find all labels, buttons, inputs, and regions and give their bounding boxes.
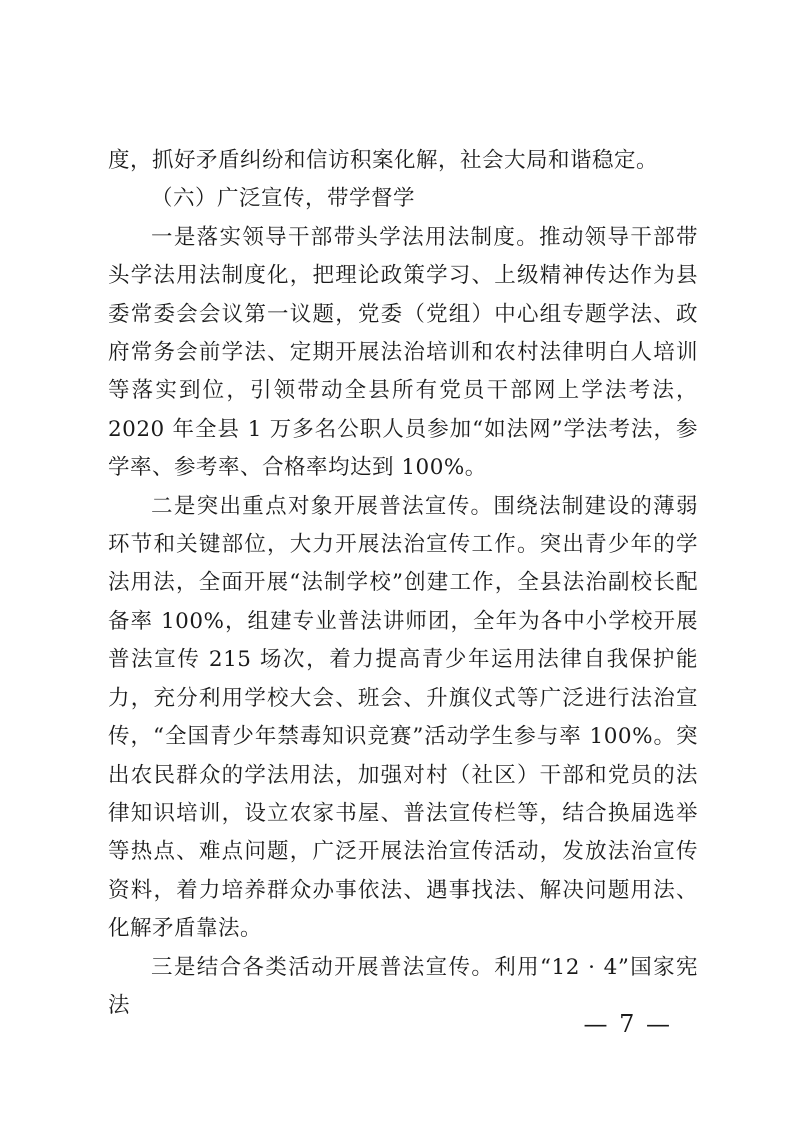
paragraph-activities: 三是结合各类活动开展普法宣传。利用“12 · 4”国家宪法 [108,954,698,1018]
section-heading: （六）广泛宣传，带学督学 [151,186,416,212]
paragraph-key-targets: 二是突出重点对象开展普法宣传。围绕法制建设的薄弱环节和关键部位，大力开展法治宣传工作。突出青少年的学法用法，全面开展“法制学校”创建工作，全县法治副校长配备率 100%，组建专业普法讲师团，全年为各中小学校开展普法宣传 215 场次，着力提高青少年运用法律自我保护能力，充分利用学校大会、班会、升旗仪式等广泛进行法治宣传，“全国青少年禁毒知识竞赛”活动学生参与率 100%。突出农民群众的学法用法，加强对村（社区）干部和党员的法律知识培训，设立农家书屋、普法宣传栏等，结合换届选举等热点、难点问题，广泛开展法治宣传活动，发放法治宣传资料，着力培养群众办事依法、遇事找法、解决问题用法、化解矛盾靠法。 [108,493,698,942]
document-body [108,142,698,1025]
paragraph-continuation: 度，抓好矛盾纠纷和信访积案化解，社会大局和谐稳定。 [108,148,659,173]
page-number: — 7 — [583,1010,672,1038]
paragraph-leadership-study: 一是落实领导干部带头学法用法制度。推动领导干部带头学法用法制度化，把理论政策学习、上级精神传达作为县委常委会会议第一议题，党委（党组）中心组专题学法、政府常务会前学法、定期开展法治培训和农村法律明白人培训等落实到位，引领带动全县所有党员干部网上学法考法，2020 年全县 1 万多名公职人员参加“如法网”学法考法，参学率、参考率、合格率均达到 100%。 [108,224,698,481]
